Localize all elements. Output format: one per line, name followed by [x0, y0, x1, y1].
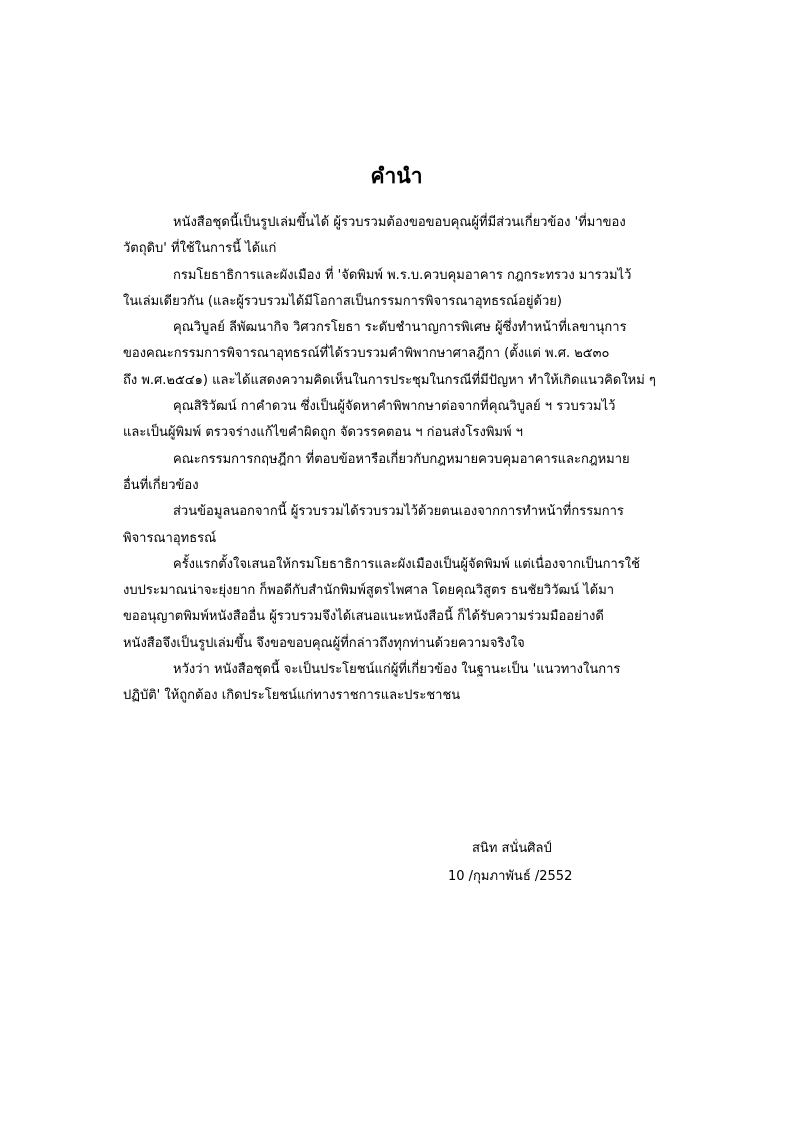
text-line: ปฏิบัติ' ให้ถูกต้อง เกิดประโยชน์แก่ทางราชการและประชาชน [123, 688, 461, 704]
preface-body [123, 210, 669, 710]
text-line: ของคณะกรรมการพิจารณาอุทธรณ์ที่ได้รวบรวมคำพิพากษาศาลฎีกา (ตั้งแต่ พ.ศ. ๒๕๓๐ [123, 346, 610, 362]
text-line: ครั้งแรกตั้งใจเสนอให้กรมโยธาธิการและผังเมืองเป็นผู้จัดพิมพ์ แต่เนื่องจากเป็นการใช้ [173, 556, 640, 572]
text-line: คุณวิบูลย์ ลีพัฒนากิจ วิศวกรโยธา ระดับชำนาญการพิเศษ ผู้ซึ่งทำหน้าที่เลขานุการ [173, 320, 627, 336]
text-line: วัตถุดิบ' ที่ใช้ในการนี้ ได้แก่ [123, 241, 277, 257]
signature-block [448, 835, 648, 891]
text-line: ส่วนข้อมูลนอกจากนี้ ผู้รวบรวมได้รวบรวมไว้ด้วยตนเองจากการทำหน้าที่กรรมการ [173, 504, 624, 520]
text-line: กรมโยธาธิการและผังเมือง ที่ 'จัดพิมพ์ พ.ร.บ.ควบคุมอาคาร กฎกระทรวง มารวมไว้ [173, 267, 632, 283]
text-line: ในเล่มเดียวกัน (และผู้รวบรวมได้มีโอกาสเป็นกรรมการพิจารณาอุทธรณ์อยู่ด้วย) [123, 293, 562, 309]
author-name: สนิท สนั่นศิลป์ [472, 841, 552, 856]
text-line: หวังว่า หนังสือชุดนี้ จะเป็นประโยชน์แก่ผู้ที่เกี่ยวข้อง ในฐานะเป็น 'แนวทางในการ [173, 662, 621, 678]
text-line: งบประมาณน่าจะยุ่งยาก ก็พอดีกับสำนักพิมพ์สูตรไพศาล โดยคุณวิสูตร ธนชัยวิวัฒน์ ได้มา [123, 583, 615, 599]
text-line: อื่นที่เกี่ยวข้อง [123, 477, 199, 493]
page-title: คำนำ [370, 164, 423, 188]
text-line: หนังสือชุดนี้เป็นรูปเล่มขึ้นได้ ผู้รวบรวมต้องขอขอบคุณผู้ที่มีส่วนเกี่ยวข้อง 'ที่มาของ [173, 215, 626, 230]
signature-date: 10 /กุมภาพันธ์ /2552 [448, 869, 573, 884]
text-line: พิจารณาอุทธรณ์ [123, 530, 217, 546]
text-line: คุณสิริวัฒน์ กาคำดวน ซึ่งเป็นผู้จัดหาคำพิพากษาต่อจากที่คุณวิบูลย์ ฯ รวบรวมไว้ [173, 399, 616, 415]
text-line: และเป็นผู้พิมพ์ ตรวจร่างแก้ไขคำผิดถูก จัดวรรคตอน ฯ ก่อนส่งโรงพิมพ์ ฯ [123, 425, 523, 441]
text-line: ถึง พ.ศ.๒๕๔๑) และได้แสดงความคิดเห็นในการประชุมในกรณีที่มีปัญหา ทำให้เกิดแนวคิดใหม่ ๆ [123, 372, 656, 388]
text-line: คณะกรรมการกฤษฎีกา ที่ตอบข้อหารือเกี่ยวกับกฎหมายควบคุมอาคารและกฎหมาย [173, 451, 630, 467]
text-line: หนังสือจึงเป็นรูปเล่มขึ้น จึงขอขอบคุณผู้ที่กล่าวถึงทุกท่านด้วยความจริงใจ [123, 635, 525, 651]
text-line: ขออนุญาตพิมพ์หนังสืออื่น ผู้รวบรวมจึงได้เสนอแนะหนังสือนี้ ก็ได้รับความร่วมมืออย่างดี [123, 609, 604, 625]
